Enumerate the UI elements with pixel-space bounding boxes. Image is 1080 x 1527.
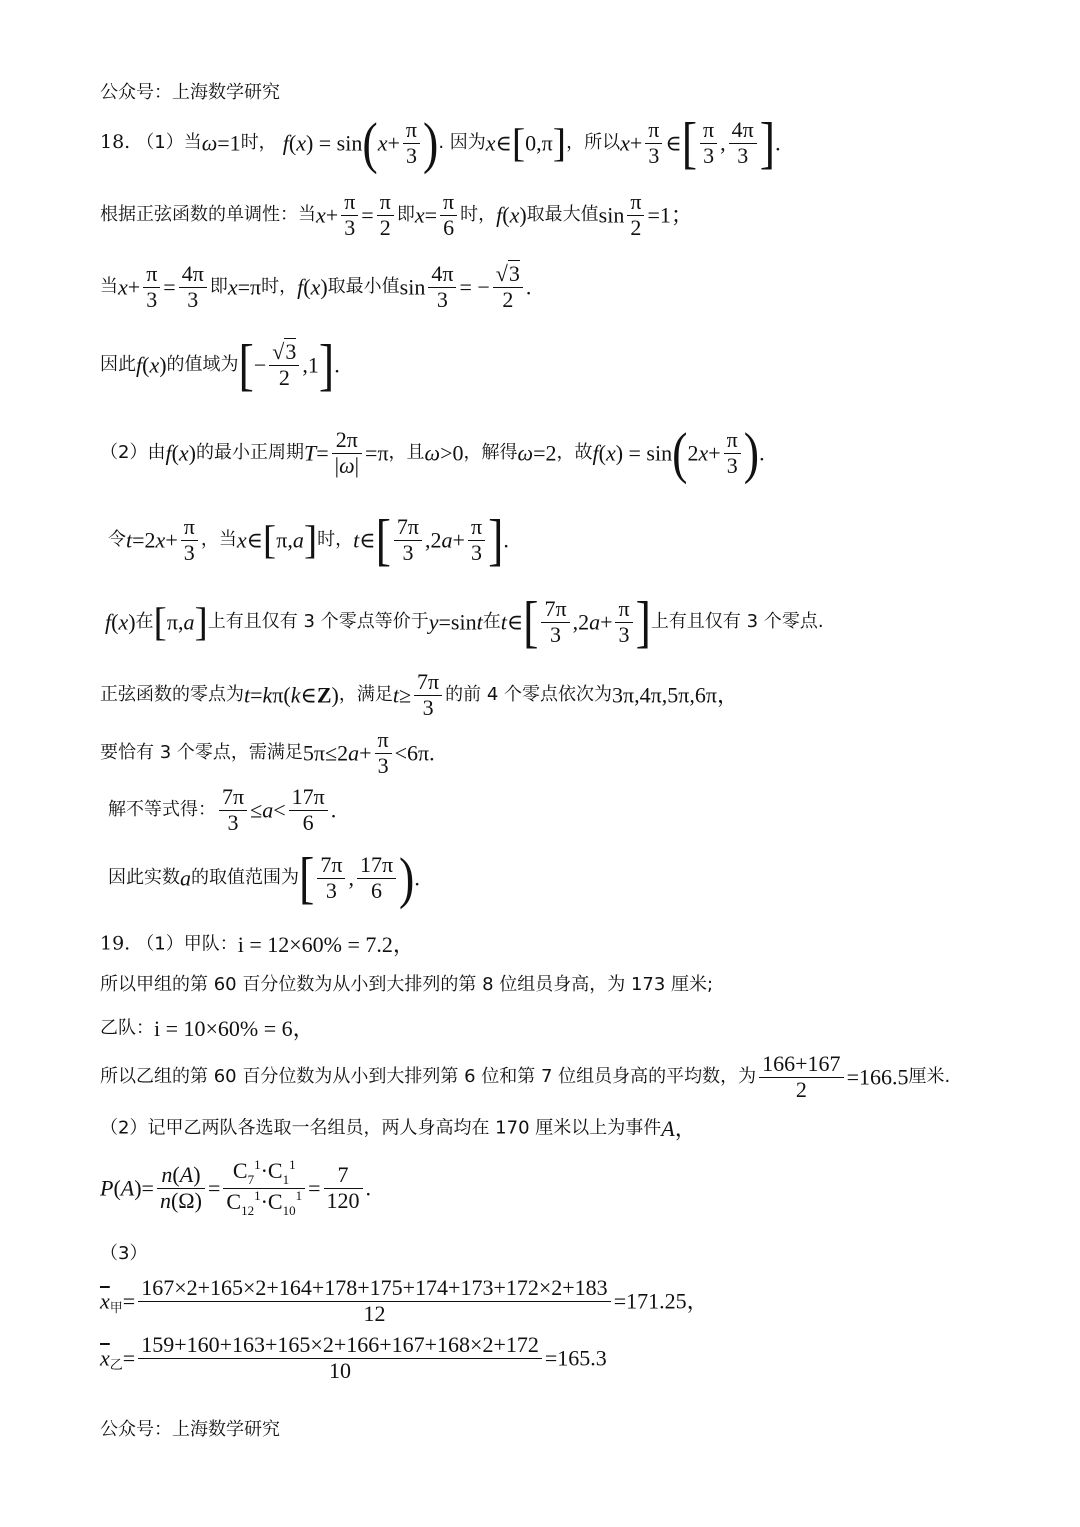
q19-line-2: 所以甲组的第 60 百分位数为从小到大排列的第 8 位组员身高，为 173 厘米; (100, 974, 714, 995)
fraction: $\frac{\pi}{3}$ (645, 118, 662, 168)
q19-line-8: $\overline{x}_甲=$ $\frac{167\times 2+165\times 2+164+178+175+174+173+172\times 2+183}{12}$ =171.25， (100, 1275, 709, 1326)
q18-line-4: 因此f(x)的值域为[− $\frac{√3}{2}$ ,1]. (100, 332, 340, 397)
text: 根据正弦函数的单调性：当 (100, 203, 316, 225)
text: 在 (482, 610, 501, 632)
text: 解不等式得： (108, 798, 216, 820)
fraction: $\frac{\pi}{3}$ (403, 118, 420, 168)
q19-line-9: $\overline{x}_乙=$ $\frac{159+160+163+165\times 2+166+167+168\times 2+172}{10}$ =165.3 (100, 1332, 607, 1383)
formula: i = 12×60% = 7.2 (237, 932, 393, 957)
q18-line-5: （2）由f(x)的最小正周期T= $\frac{2\pi}{|\omega|}$ =π，且ω>0，解得ω=2，故f(x) = sin(2x+ $\frac{\pi}{3}$ ). (100, 420, 765, 485)
q18-line-6: 令t=2x+ $\frac{\pi}{3}$ ，当x∈[π,a]时，t∈[ $\frac{7\pi}{3}$ ,2a+ $\frac{\pi}{3}$ ]. (108, 507, 509, 572)
text: ，所以 (566, 131, 621, 153)
fraction-den: 2 (795, 1076, 807, 1102)
q18-line-8: 正弦函数的零点为t=kπ(k∈Z)，满足t≥ $\frac{7\pi}{3}$ 的前 4 个零点依次为3π,4π,5π,6π， (100, 669, 739, 720)
q19-line-4: 所以乙组的第 60 百分位数为从小到大排列第 6 位和第 7 位组员身高的平均数，为 $\frac{166+167}{2}$ =166.5厘米. (100, 1051, 951, 1102)
text: 上有且仅有 3 个零点. (650, 610, 824, 632)
text: 令 (108, 528, 126, 550)
text: 的前 4 个零点依次为 (445, 683, 613, 705)
fraction-num: 159+160+163+165×2+166+167+168×2+172 (138, 1333, 542, 1359)
text: 的最小正周期 (196, 441, 304, 463)
text: 取最大值 (526, 203, 599, 225)
fraction-den: 12 (363, 1300, 386, 1326)
value: 166.5 (858, 1064, 909, 1090)
text: 厘米. (908, 1065, 951, 1087)
fraction-num: 7 (324, 1163, 363, 1189)
text: 在 (135, 610, 154, 632)
text: （1）当 (136, 131, 202, 153)
text: 上有且仅有 3 个零点等价于 (207, 610, 429, 632)
text: 因此实数 (108, 866, 180, 888)
q18-line-2: 根据正弦函数的单调性：当x+ $\frac{\pi}{3}$ = $\frac{\pi}{2}$ 即x= $\frac{\pi}{6}$ 时，f(x)取最大值sin $\frac{\pi}{2}$ =1； (100, 189, 693, 240)
text: 即 (396, 203, 415, 225)
q19-line-1: 19. （1）甲队：i = 12×60% = 7.2， (100, 932, 415, 957)
text: 当 (100, 275, 118, 297)
text: ，故 (556, 441, 593, 463)
text: 即 (209, 275, 228, 297)
formula: i = 10×60% = 6 (154, 1016, 293, 1041)
text: ，当 (200, 528, 237, 550)
text: 时， (240, 131, 277, 153)
text: 取最小值 (327, 275, 400, 297)
q18-line-7: f(x)在[π,a]上有且仅有 3 个零点等价于y=sint在t∈[ $\frac{7\pi}{3}$ ,2a+ $\frac{\pi}{3}$ ]上有且仅有 3 个零点. (105, 589, 824, 654)
text: 正弦函数的零点为 (100, 683, 244, 705)
text: ，满足 (338, 683, 393, 705)
q19-line-6: P(A)= $\frac{n(A)}{n(\Omega)}$ = $\frac{C_7^1\cdot C_1^1}{C_{12}^1\cdot C_{10}^1}$ = $\frac{7}{120}$ . (100, 1157, 372, 1218)
q18-line-3: 当x+ $\frac{\pi}{3}$ = $\frac{4\pi}{3}$ 即x=π时，f(x)取最小值sin $\frac{4\pi}{3}$ = − $\frac{√3}{2}$ . (100, 261, 532, 312)
q18-line-1: 18. （1）当ω=1时， f(x) = sin(x+ $\frac{\pi}{3}$ ). 因为x∈[0,π]，所以x+ $\frac{\pi}{3}$ ∈[ $\frac{\pi}{3}$ , $\frac{4\pi}{3}$ ]. (100, 110, 781, 175)
fraction-num: 166+167 (759, 1052, 843, 1078)
text: 因此 (100, 353, 136, 375)
text: （2）记甲乙两队各选取一名组员，两人身高均在 170 厘米以上为事件 (100, 1117, 662, 1139)
q18-line-11: 因此实数a的取值范围为[ $\frac{7\pi}{3}$ , $\frac{17\pi}{6}$ ). (108, 845, 420, 910)
text: （1）甲队： (136, 933, 238, 955)
subscript: 乙 (109, 1358, 123, 1374)
subscript: 甲 (109, 1301, 123, 1317)
text: ，解得 (463, 441, 518, 463)
text: 时， (317, 528, 354, 550)
page-footer: 公众号：上海数学研究 (100, 1419, 280, 1440)
text: 所以乙组的第 60 百分位数为从小到大排列第 6 位和第 7 位组员身高的平均数，为 (100, 1065, 757, 1087)
text: . 因为 (438, 131, 486, 153)
q18-line-9: 要恰有 3 个零点，需满足5π≤2a+ $\frac{\pi}{3}$ <6π. (100, 727, 435, 778)
text: 时， (261, 275, 298, 297)
q19-line-5: （2）记甲乙两队各选取一名组员，两人身高均在 170 厘米以上为事件A， (100, 1116, 697, 1141)
text: ，且 (388, 441, 425, 463)
q18-line-10: 解不等式得： $\frac{7\pi}{3}$ ≤a< $\frac{17\pi}{6}$ . (108, 784, 337, 835)
text: 乙队： (100, 1017, 154, 1039)
fraction-den: 120 (326, 1187, 360, 1213)
q19-line-3: 乙队：i = 10×60% = 6， (100, 1016, 315, 1041)
fraction-den: 10 (329, 1357, 352, 1383)
value: 171.25 (626, 1288, 687, 1314)
page-header: 公众号：上海数学研究 (100, 82, 280, 103)
q18-number: 18. (100, 131, 131, 154)
fraction-num: 167×2+165×2+164+178+175+174+173+172×2+183 (138, 1276, 610, 1302)
text: 时， (460, 203, 497, 225)
text: （2）由 (100, 441, 166, 463)
q19-line-7: （3） (100, 1243, 148, 1264)
value: 165.3 (557, 1345, 607, 1371)
text: 的值域为 (166, 353, 239, 375)
text: 的取值范围为 (191, 866, 299, 888)
q19-number: 19. (100, 932, 131, 955)
text: 要恰有 3 个零点，需满足 (100, 741, 303, 763)
